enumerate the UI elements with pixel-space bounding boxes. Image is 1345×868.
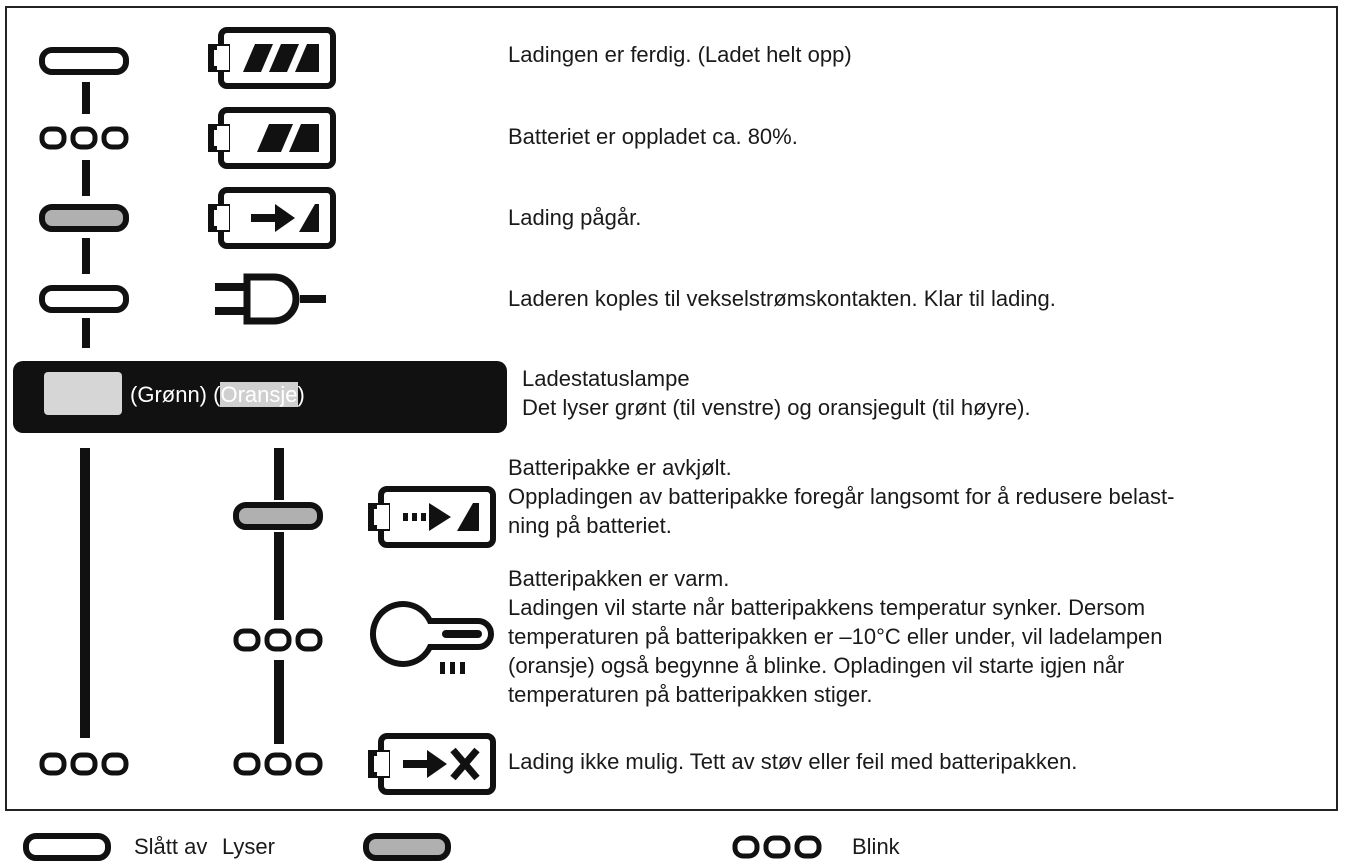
lamp-off-indicator (42, 50, 126, 72)
battery-error-icon (371, 736, 493, 792)
orange-lamp: Oransje (220, 382, 298, 407)
battery-cool-charging-icon (371, 489, 493, 545)
row-text-80pct: Batteriet er oppladet ca. 80%. (508, 124, 798, 149)
row-text-charging: Lading pågår. (508, 205, 642, 230)
lamp-lit-indicator (42, 207, 126, 229)
connector-middle (274, 448, 284, 744)
legend-off-swatch (26, 836, 108, 858)
row-text-cooled: Batteripakke er avkjølt. Oppladingen av batteripakke foregår langsomt for å redusere belast- ning på batteriet. (508, 455, 1175, 538)
lamp-label: (Grønn) (Oransje) (130, 382, 305, 407)
legend-blink-swatch (735, 838, 819, 856)
row-text-warm: Batteripakken er varm. Ladingen vil starte når batteripakkens temperatur synker. Dersom temperaturen på batteripakken er –10°C eller under, vil ladelampen (oransje) også begynne å blinke. Opladingen vil starte igjen når temperaturen på batteripakken stiger. (508, 566, 1163, 707)
lamp-lit-indicator (236, 505, 320, 527)
battery-80-icon (211, 110, 333, 166)
plug-icon (215, 277, 326, 321)
legend-lit-label: Lyser (222, 834, 275, 859)
row-text-error: Lading ikke mulig. Tett av støv eller feil med batteripakken. (508, 749, 1078, 774)
lamp-blink-indicator (42, 129, 126, 147)
lamp-blink-indicator (236, 631, 320, 649)
connector-left (80, 448, 90, 738)
green-lamp (44, 372, 122, 415)
legend-blink-label: Blink (852, 834, 900, 859)
lamp-off-indicator (42, 288, 126, 310)
battery-charging-icon (211, 190, 333, 246)
thermometer-icon (373, 604, 491, 674)
battery-full-icon (211, 30, 333, 86)
row-text-lamp: Ladestatuslampe Det lyser grønt (til venstre) og oransjegult (til høyre). (522, 366, 1031, 420)
legend-off-label: Slått av (134, 834, 208, 859)
lamp-blink-indicator-right (236, 755, 320, 773)
row-text-charged: Ladingen er ferdig. (Ladet helt opp) (508, 42, 852, 67)
row-text-ready: Laderen koples til vekselstrømskontakten. Klar til lading. (508, 286, 1056, 311)
lamp-blink-indicator-left (42, 755, 126, 773)
legend-lit-swatch (366, 836, 448, 858)
